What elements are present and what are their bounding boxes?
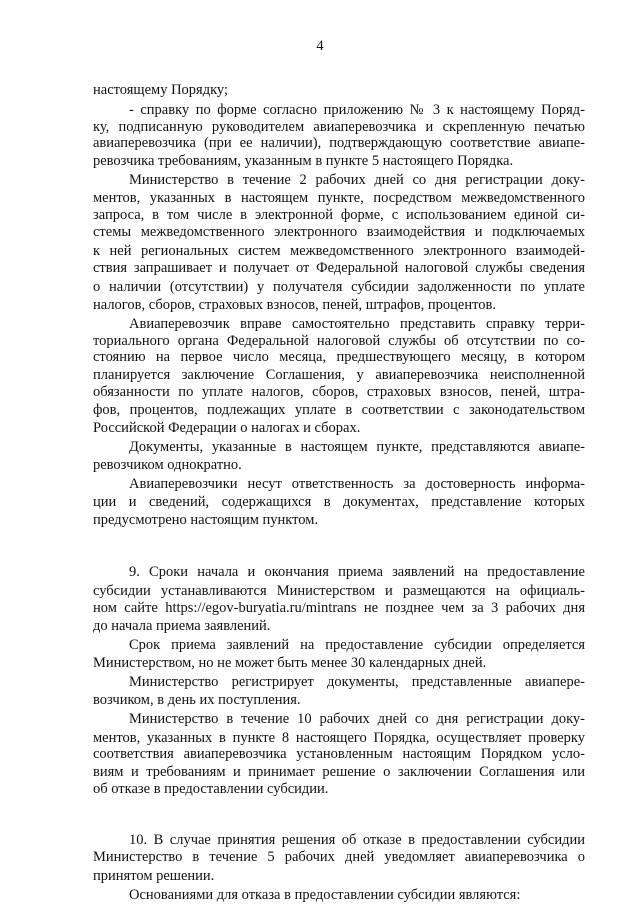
text-line: ции и сведений, содержащихся в документах, представление которых — [93, 494, 585, 510]
text-line: Министерство в течение 10 рабочих дней со дня регистрации доку- — [129, 711, 585, 727]
text-line: к ней региональных систем межведомственного электронного взаимодей- — [93, 243, 585, 259]
text-line: Министерство регистрирует документы, представленные авиапере- — [129, 674, 585, 690]
text-line: ствия запрашивает и получает от Федеральной налоговой службы сведения — [93, 260, 585, 276]
text-line: Основаниями для отказа в предоставлении субсидии являются: — [129, 887, 521, 903]
text-line: планируется заключение Соглашения, у авиаперевозчика неисполненной — [93, 367, 585, 383]
text-line: ревозчиком однократно. — [93, 457, 242, 473]
text-line: ториального органа Федеральной налоговой службы об отсутствии по со- — [93, 333, 585, 349]
text-line: возчиком, в день их поступления. — [93, 692, 301, 708]
text-line: виям и требованиям и принимает решение о заключении Соглашения или — [93, 764, 585, 780]
text-line: Срок приема заявлений на предоставление субсидии определяется — [129, 637, 585, 653]
text-line: субсидии устанавливаются Министерством и размещаются на официаль- — [93, 583, 585, 599]
text-line: Авиаперевозчик вправе самостоятельно представить справку терри- — [129, 316, 585, 332]
text-line: Российской Федерации о налогах и сборах. — [93, 420, 361, 436]
text-line: Документы, указанные в настоящем пункте, представляются авиапе- — [129, 439, 585, 455]
text-line: Министерством, но не может быть менее 30 календарных дней. — [93, 655, 487, 671]
text-line: принятом решении. — [93, 868, 215, 884]
text-line: Министерство в течение 2 рабочих дней со дня регистрации доку- — [129, 172, 585, 188]
text-line: фов, процентов, подлежащих уплате в соответствии с законодательством — [93, 402, 585, 418]
text-line: ментов, указанных в настоящем пункте, посредством межведомственного — [93, 190, 585, 206]
text-line: до начала приема заявлений. — [93, 618, 271, 634]
text-line: - справку по форме согласно приложению № 3 к настоящему Поряд- — [129, 102, 585, 118]
text-line: Министерство в течение 5 рабочих дней уведомляет авиаперевозчика о — [93, 849, 585, 865]
text-line: авиаперевозчика (при ее наличии), подтверждающую соответствие авиапе- — [93, 135, 585, 151]
text-line: об отказе в предоставлении субсидии. — [93, 781, 329, 797]
text-line: стемы межведомственного электронного взаимодействия и подключаемых — [93, 224, 585, 240]
text-line: налогов, сборов, страховых взносов, пеней, штрафов, процентов. — [93, 297, 496, 313]
text-line: ревозчика требованиям, указанным в пункте 5 настоящего Порядка. — [93, 153, 514, 169]
text-line: о наличии (отсутствии) у получателя субсидии задолженности по уплате — [93, 279, 585, 295]
text-line: стоянию на первое число месяца, предшествующего месяцу, в котором — [93, 349, 585, 365]
text-line: настоящему Порядку; — [93, 82, 229, 98]
text-line: запроса, в том числе в электронной форме, с использованием единой си- — [93, 207, 585, 223]
text-line: обязанности по уплате налогов, сборов, страховых взносов, пеней, штра- — [93, 384, 585, 400]
text-line: 10. В случае принятия решения об отказе в предоставлении субсидии — [129, 832, 585, 848]
text-line: ном сайте https://egov-buryatia.ru/mintrans не позднее чем за 3 рабочих дня — [93, 600, 585, 616]
text-line: ку, подписанную руководителем авиаперевозчика и скрепленную печатью — [93, 119, 585, 135]
text-line: ментов, указанных в пункте 8 настоящего Порядка, осуществляет проверку — [93, 730, 585, 746]
text-line: 9. Сроки начала и окончания приема заявлений на предоставление — [129, 564, 585, 580]
page-number: 4 — [316, 38, 324, 54]
text-line: предусмотрено настоящим пунктом. — [93, 512, 319, 528]
text-line: соответствия авиаперевозчика установленным настоящим Порядком усло- — [93, 746, 585, 762]
text-line: Авиаперевозчики несут ответственность за достоверность информа- — [129, 476, 585, 492]
